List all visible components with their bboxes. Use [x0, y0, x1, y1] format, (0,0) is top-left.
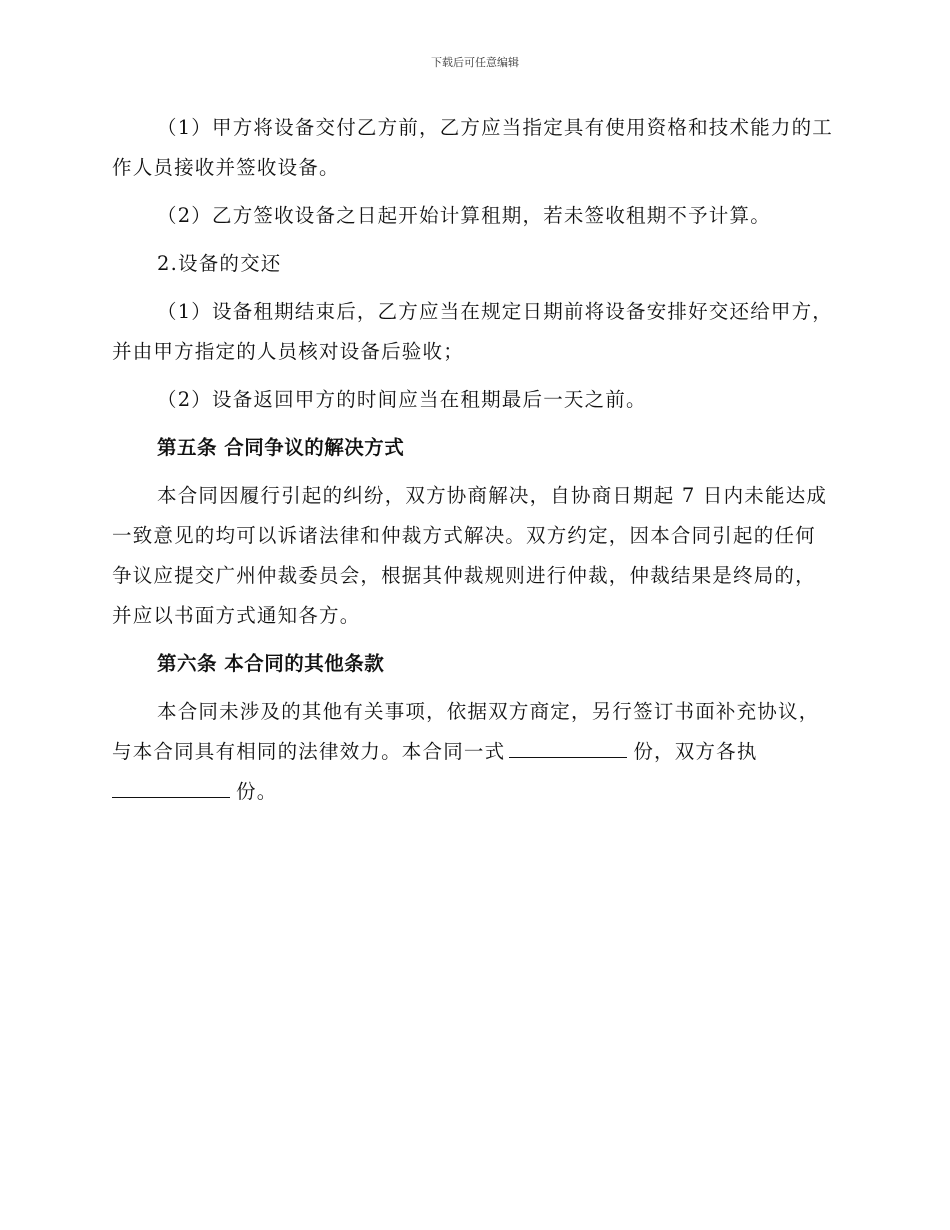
article-five-heading: 第五条 合同争议的解决方式: [157, 436, 405, 459]
copies-each-blank[interactable]: [112, 796, 230, 798]
document-body: [112, 108, 836, 812]
copies-total-blank[interactable]: [509, 756, 627, 758]
paragraph-receive-equipment: （1）甲方将设备交付乙方前，乙方应当指定具有使用资格和技术能力的工作人员接收并签收设备。: [112, 116, 834, 179]
paragraph-dispute-resolution: 本合同因履行引起的纠纷，双方协商解决，自协商日期起 7 日内未能达成一致意见的均可以诉诸法律和仲裁方式解决。双方约定，因本合同引起的任何争议应提交广州仲裁委员会，根据其仲裁规则进行仲裁，仲裁结果是终局的，并应以书面方式通知各方。: [112, 484, 828, 627]
article-six-heading: 第六条 本合同的其他条款: [157, 652, 385, 675]
page-header: 下载后可任意编辑: [431, 56, 519, 69]
other-terms-text: 本合同未涉及的其他有关事项，依据双方商定，另行签订书面补充协议，与本合同具有相同的法律效力。本合同一式: [112, 700, 820, 763]
paragraph-other-terms: [112, 692, 836, 812]
other-terms-text-mid: 份，双方各执: [633, 740, 758, 763]
paragraph-return-procedure: （1）设备租期结束后，乙方应当在规定日期前将设备安排好交还给甲方，并由甲方指定的人员核对设备后验收；: [112, 300, 834, 363]
other-terms-text-end: 份。: [236, 780, 278, 803]
paragraph-lease-start: （2）乙方签收设备之日起开始计算租期，若未签收租期不予计算。: [157, 204, 771, 227]
paragraph-return-deadline: （2）设备返回甲方的时间应当在租期最后一天之前。: [157, 388, 647, 411]
section-equipment-return: 2.设备的交还: [157, 252, 282, 275]
